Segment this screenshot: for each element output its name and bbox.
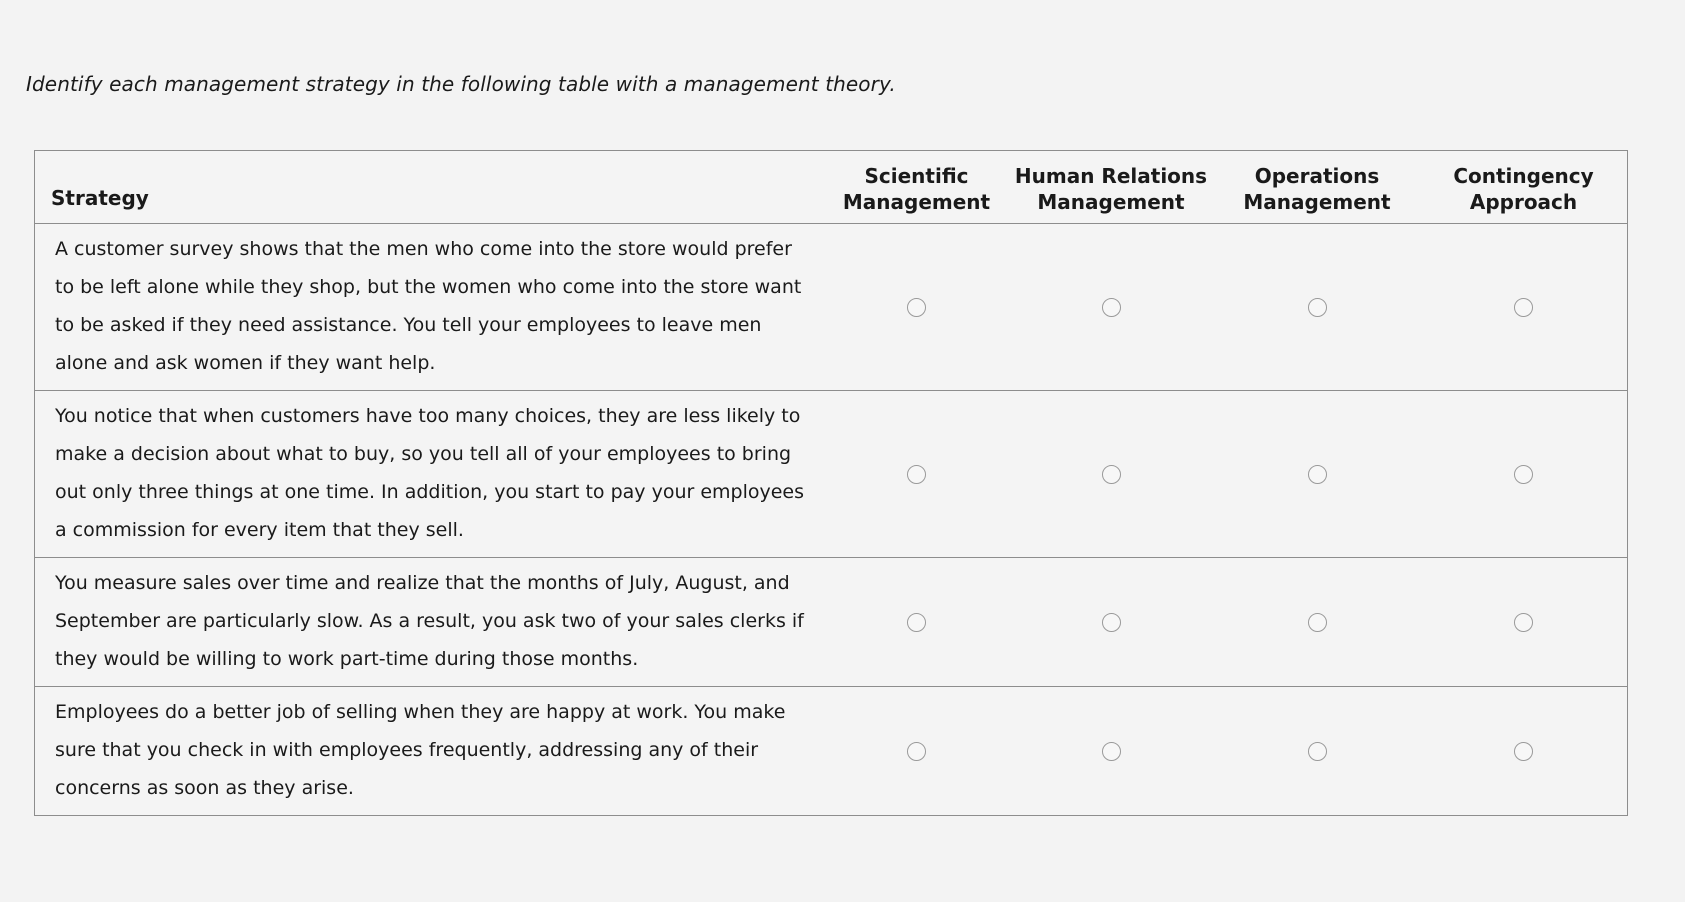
radio-operations-management[interactable] [1308,465,1327,484]
radio-cell [825,687,1008,816]
radio-human-relations-management[interactable] [1102,465,1121,484]
header-line: Management [1243,190,1391,214]
header-line: Management [1037,190,1185,214]
radio-cell [1420,687,1627,816]
radio-cell [825,224,1008,391]
header-line: Scientific [864,164,969,188]
table-row [35,558,1627,687]
radio-cell [1214,558,1420,687]
radio-cell [1008,224,1214,391]
radio-cell [825,391,1008,558]
header-line: Human Relations [1014,164,1208,188]
header-line: Contingency [1453,164,1594,188]
radio-cell [1420,224,1627,391]
radio-cell [1008,391,1214,558]
strategy-description: You notice that when customers have too many choices, they are less likely to make a decision about what to buy, so you tell all of your employees to bring out only three things at one time. In addition, you start to pay your employees a commission for every item that they sell. [35,391,825,558]
strategy-table [35,151,1627,815]
radio-contingency-approach[interactable] [1514,298,1533,317]
radio-cell [1008,558,1214,687]
table-row [35,687,1627,816]
header-strategy: Strategy [35,151,825,224]
question-prompt: Identify each management strategy in the following table with a management theory. [26,72,896,96]
radio-operations-management[interactable] [1308,613,1327,632]
header-human-relations-management [1008,151,1214,224]
header-line: Operations [1254,164,1380,188]
header-line: Management [842,190,991,214]
table-row [35,224,1627,391]
header-scientific-management [825,151,1008,224]
radio-scientific-management[interactable] [907,465,926,484]
strategy-description: A customer survey shows that the men who come into the store would prefer to be left alone while they shop, but the women who come into the store want to be asked if they need assistance. You tell your employees to leave men alone and ask women if they want help. [35,224,825,391]
radio-operations-management[interactable] [1308,298,1327,317]
radio-contingency-approach[interactable] [1514,613,1533,632]
header-contingency-approach [1420,151,1627,224]
radio-scientific-management[interactable] [907,613,926,632]
radio-scientific-management[interactable] [907,298,926,317]
radio-human-relations-management[interactable] [1102,742,1121,761]
radio-human-relations-management[interactable] [1102,613,1121,632]
header-line: Approach [1469,190,1578,214]
radio-contingency-approach[interactable] [1514,465,1533,484]
table-row [35,391,1627,558]
radio-cell [1214,687,1420,816]
radio-cell [1008,687,1214,816]
radio-cell [825,558,1008,687]
radio-contingency-approach[interactable] [1514,742,1533,761]
strategy-table-container [34,150,1628,816]
radio-cell [1214,391,1420,558]
radio-cell [1420,558,1627,687]
header-operations-management [1214,151,1420,224]
radio-operations-management[interactable] [1308,742,1327,761]
strategy-description: Employees do a better job of selling when they are happy at work. You make sure that you check in with employees frequently, addressing any of their concerns as soon as they arise. [55,701,786,799]
strategy-description: You measure sales over time and realize that the months of July, August, and September are particularly slow. As a result, you ask two of your sales clerks if they would be willing to work part-time during those months. [35,558,825,687]
radio-cell [1420,391,1627,558]
table-header-row [35,151,1627,224]
radio-human-relations-management[interactable] [1102,298,1121,317]
radio-scientific-management[interactable] [907,742,926,761]
radio-cell [1214,224,1420,391]
